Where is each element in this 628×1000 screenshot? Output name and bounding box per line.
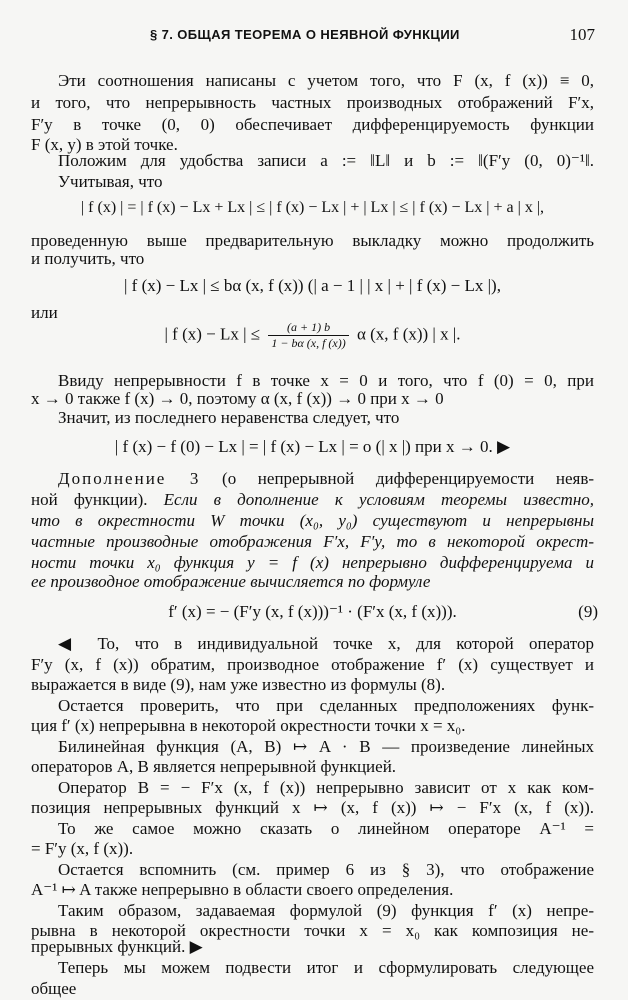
addendum-line2-plain: ной функции). [31, 490, 148, 509]
formula-3 [31, 320, 594, 351]
running-header [0, 27, 628, 49]
proof-line7: операторов A, B является непрерывной функцией. [31, 757, 397, 776]
addendum-line2 [31, 490, 594, 510]
addendum-line2-italic: Если в дополнение к условиям теоремы известно, [163, 490, 595, 509]
formula-3-fraction [268, 320, 348, 351]
proof-line9: позиция непрерывных функций x ↦ (x, f (x)) ↦ − F′x (x, f (x)). [31, 798, 594, 817]
proof-line11: = F′y (x, f (x)). [31, 839, 134, 858]
paragraph2-line1: Положим для удобства записи a := ‖L‖ и b := ‖(F′y (0, 0)⁻¹‖. [58, 151, 594, 170]
formula-3-left: | f (x) − Lx | ≤ [164, 324, 261, 344]
paragraph3-line2: и получить, что [31, 249, 145, 268]
proof-line8: Оператор B = − F′x (x, f (x)) непрерывно зависит от x как ком- [58, 778, 594, 797]
addendum-line3: что в окрестности W точки (x₀, y₀) существуют и непрерывны [31, 511, 594, 530]
formula-2: | f (x) − Lx | ≤ bα (x, f (x)) (| a − 1 | | x | + | f (x) − Lx |), [124, 276, 501, 295]
proof-line6: Билинейная функция (A, B) ↦ A · B — произведение линейных [58, 737, 594, 756]
formula-3-numerator: (a + 1) b [286, 320, 331, 334]
formula-4: | f (x) − f (0) − Lx | = | f (x) − Lx | = o (| x |) при x → 0. ▶ [114, 437, 511, 456]
addendum-line4: частные производные отображения F′x, F′y, то в некоторой окрест- [31, 532, 594, 551]
running-header-title: § 7. ОБЩАЯ ТЕОРЕМА О НЕЯВНОЙ ФУНКЦИИ [150, 27, 460, 42]
final-line1: Теперь мы можем подвести итог и сформулировать следующее [58, 958, 594, 977]
word-or: или [31, 303, 58, 322]
addendum-title: Дополнение 3 [58, 469, 201, 488]
paragraph1-line1: Эти соотношения написаны с учетом того, что F (x, f (x)) ≡ 0, [58, 71, 594, 90]
addendum-line1 [58, 469, 594, 489]
addendum-line6: ее производное отображение вычисляется по формуле [31, 572, 431, 591]
proof-line5: ция f′ (x) непрерывна в некоторой окрестности точки x = x₀. [31, 716, 466, 735]
formula-5: f′ (x) = − (F′y (x, f (x)))⁻¹ · (F′x (x, f (x))). [168, 602, 457, 621]
paragraph2-line2: Учитывая, что [58, 172, 163, 191]
proof-line16: прерывных функций. ▶ [31, 937, 203, 956]
proof-line1: ◀ То, что в индивидуальной точке x, для которой оператор [58, 634, 594, 653]
paragraph1-line4: F (x, y) в этой точке. [31, 135, 178, 154]
paragraph4-line3: Значит, из последнего неравенства следует, что [58, 408, 400, 427]
formula-1: | f (x) | = | f (x) − Lx + Lx | ≤ | f (x) − Lx | + | Lx | ≤ | f (x) − Lx | + a | x |, [80, 199, 545, 216]
final-line2: общее [31, 979, 77, 998]
paragraph3-line1: проведенную выше предварительную выкладку можно продолжить [31, 231, 594, 250]
proof-line2: F′y (x, f (x)) обратим, производное отображение f′ (x) существует и [31, 655, 594, 674]
paragraph1-line2: и того, что непрерывность частных производных отображений F′x, [31, 93, 594, 112]
addendum-line1-rest: (о непрерывной дифференцируемости неяв- [222, 469, 595, 488]
addendum-line5: ности точки x₀ функция y = f (x) непрерывно дифференцируема и [31, 553, 594, 572]
proof-line13: A⁻¹ ↦ A также непрерывно в области своего определения. [31, 880, 454, 899]
proof-line3: выражается в виде (9), нам уже известно из формулы (8). [31, 675, 446, 694]
final-line2-row [31, 979, 594, 999]
proof-line15: рывна в некоторой окрестности точки x = x₀ как композиция не- [31, 921, 594, 940]
proof-line10: То же самое можно сказать о линейном операторе A⁻¹ = [58, 819, 594, 838]
paragraph1-line3: F′y в точке (0, 0) обеспечивает дифференцируемость функции [31, 115, 594, 134]
formula-3-denominator: 1 − bα (x, f (x)) [268, 335, 348, 351]
formula-5-number: (9) [578, 602, 598, 621]
formula-3-right: α (x, f (x)) | x |. [356, 324, 461, 344]
proof-line14: Таким образом, задаваемая формулой (9) функция f′ (x) непре- [58, 901, 594, 920]
proof-line4: Остается проверить, что при сделанных предположениях функ- [58, 696, 594, 715]
paragraph4-line2: x → 0 также f (x) → 0, поэтому α (x, f (x)) → 0 при x → 0 [31, 389, 444, 408]
paragraph4-line1: Ввиду непрерывности f в точке x = 0 и того, что f (0) = 0, при [58, 371, 594, 390]
page-number: 107 [569, 25, 595, 44]
proof-line12: Остается вспомнить (см. пример 6 из § 3), что отображение [58, 860, 594, 879]
